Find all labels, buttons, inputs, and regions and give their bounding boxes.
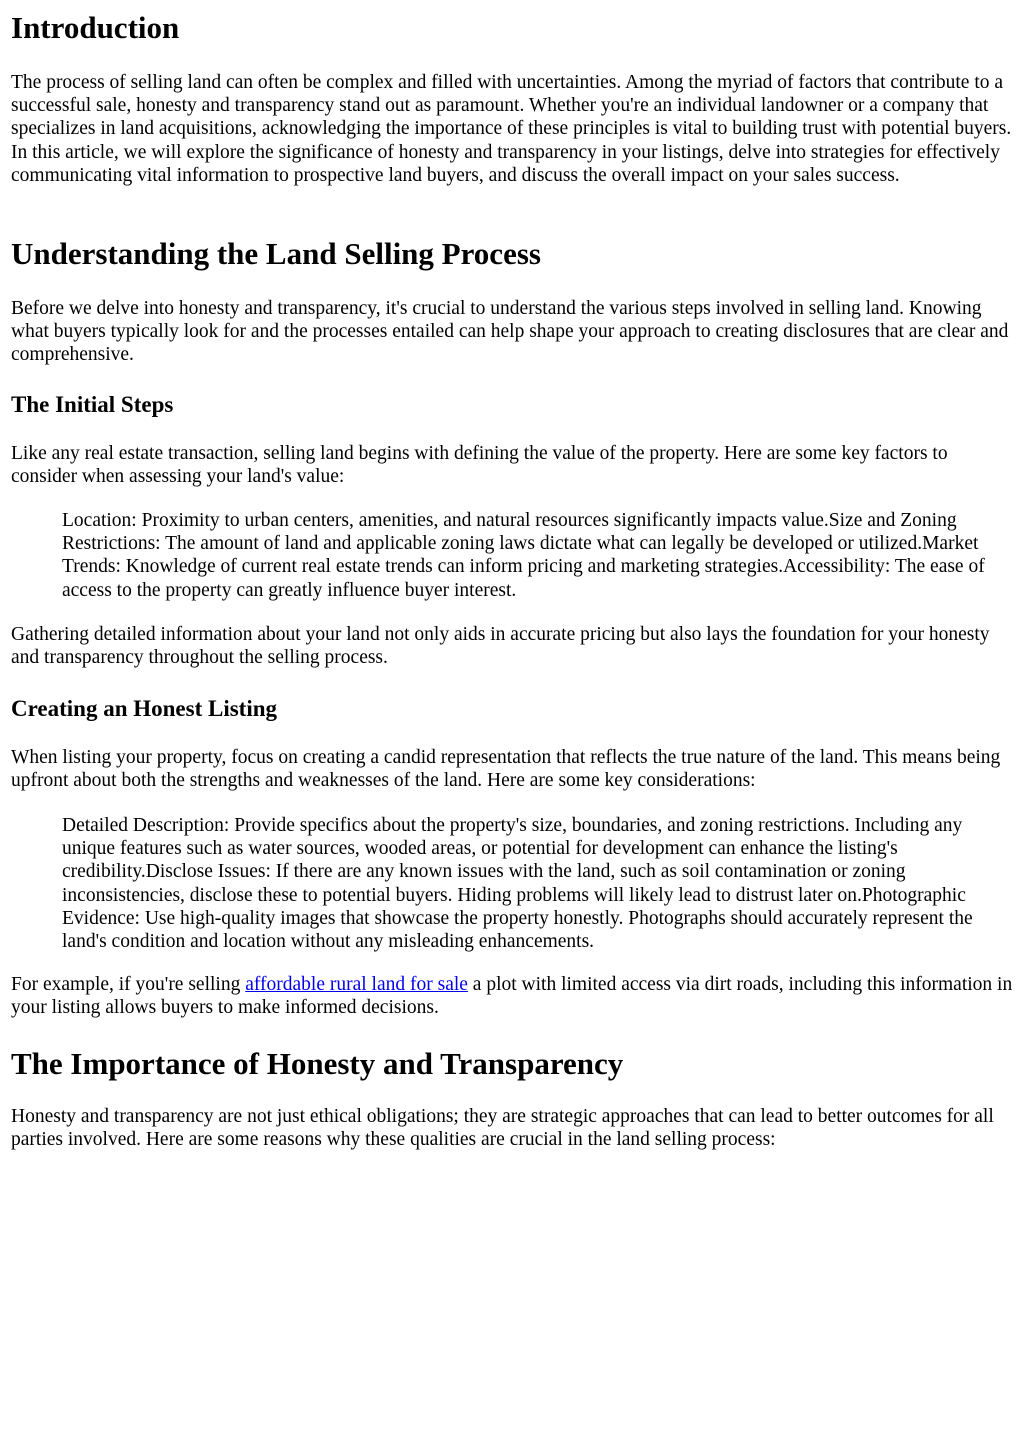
heading-initial-steps: The Initial Steps xyxy=(11,392,174,417)
example-text-before: For example, if you're selling xyxy=(11,974,246,995)
heading-introduction: Introduction xyxy=(11,10,180,45)
paragraph-importance: Honesty and transparency are not just ethical obligations; they are strategic approaches that can lead to better outcomes for all parties involved. Here are some reasons why these qualities are crucial in the land selling process: xyxy=(11,1106,994,1151)
heading-creating-honest-listing: Creating an Honest Listing xyxy=(11,696,278,721)
paragraph-introduction: The process of selling land can often be complex and filled with uncertainties. Among the myriad of factors that contribute to a successful sale, honesty and transparency stand out as paramount. Whether you're an individual landowner or a company that specializes in land acquisitions, acknowledging the importance of these principles is vital to building trust with potential buyers. In this article, we will explore the significance of honesty and transparency in your listings, delve into strategies for effectively communicating vital information to prospective land buyers, and discuss the overall impact on your sales success. xyxy=(11,72,1012,186)
paragraph-gathering-information: Gathering detailed information about your land not only aids in accurate pricing but also lays the foundation for your honesty and transparency throughout the selling process. xyxy=(11,624,990,669)
affordable-rural-land-link[interactable]: affordable rural land for sale xyxy=(245,974,468,995)
paragraph-creating-listing: When listing your property, focus on creating a candid representation that reflects the true nature of the land. This means being upfront about both the strengths and weaknesses of the land. Here are some key considerations: xyxy=(11,747,1001,792)
paragraph-example xyxy=(11,973,1014,1019)
blockquote-key-considerations: Detailed Description: Provide specifics about the property's size, boundaries, and zoning restrictions. Including any unique features such as water sources, wooded areas, or potential for development can enhance the listing's credibility.Disclose Issues: If there are any known issues with the land, such as soil contamination or zoning inconsistencies, disclose these to potential buyers. Hiding problems will likely lead to distrust later on.Photographic Evidence: Use high-quality images that showcase the property honestly. Photographs should accurately represent the land's condition and location without any misleading enhancements. xyxy=(62,815,973,953)
heading-importance-honesty-transparency: The Importance of Honesty and Transparency xyxy=(11,1046,624,1081)
blockquote-value-factors: Location: Proximity to urban centers, amenities, and natural resources significantly impacts value.Size and Zoning Restrictions: The amount of land and applicable zoning laws dictate what can legally be developed or utilized.Market Trends: Knowledge of current real estate trends can inform pricing and marketing strategies.Accessibility: The ease of access to the property can greatly influence buyer interest. xyxy=(62,510,985,601)
example-text-after: a plot with limited access via dirt roads, including this information in your listing allows buyers to make informed decisions. xyxy=(11,974,1013,1019)
paragraph-initial-steps: Like any real estate transaction, selling land begins with defining the value of the property. Here are some key factors to consider when assessing your land's value: xyxy=(11,443,948,488)
paragraph-understanding: Before we delve into honesty and transparency, it's crucial to understand the various steps involved in selling land. Knowing what buyers typically look for and the processes entailed can help shape your approach to creating disclosures that are clear and comprehensive. xyxy=(11,298,1009,366)
heading-understanding-land-selling: Understanding the Land Selling Process xyxy=(11,236,541,271)
